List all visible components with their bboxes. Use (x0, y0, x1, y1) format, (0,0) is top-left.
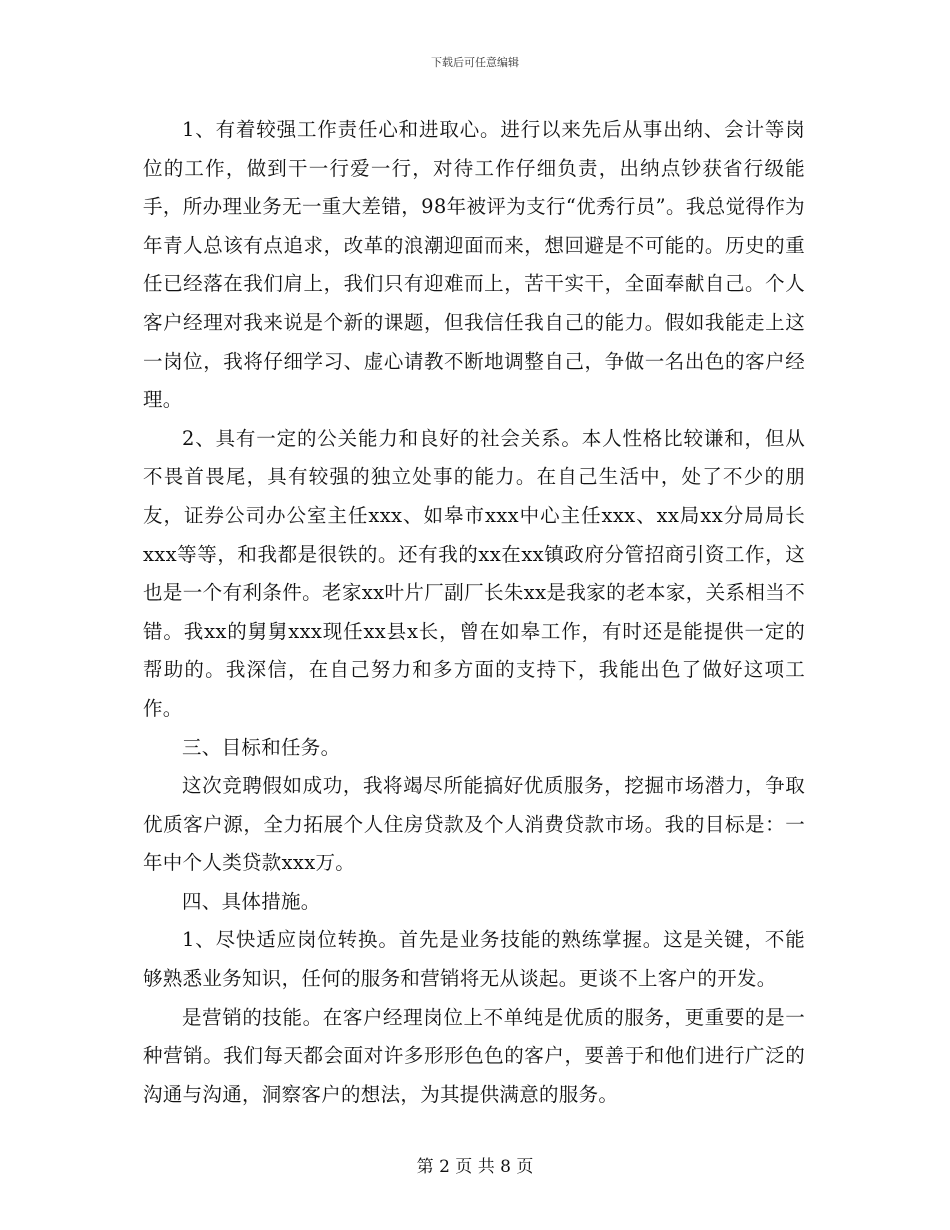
paragraph-responsibility: 1、有着较强工作责任心和进取心。进行以来先后从事出纳、会计等岗位的工作，做到干一行爱一行，对待工作仔细负责，出纳点钞获省行级能手，所办理业务无一重大差错，98年被评为支行“优秀行员”。我总觉得作为年青人总该有点追求，改革的浪潮迎面而来，想回避是不可能的。历史的重任已经落在我们肩上，我们只有迎难而上，苦干实干，全面奉献自己。个人客户经理对我来说是个新的课题，但我信任我自己的能力。假如我能走上这一岗位，我将仔细学习、虚心请教不断地调整自己，争做一名出色的客户经理。 (143, 118, 805, 412)
document-body (143, 111, 805, 1114)
paragraph-public-relations: 2、具有一定的公关能力和良好的社会关系。本人性格比较谦和，但从不畏首畏尾，具有较强的独立处事的能力。在自己生活中，处了不少的朋友，证券公司办公室主任xxx、如皋市xxx中心主任xxx、xx局xx分局局长xxx等等，和我都是很铁的。还有我的xx在xx镇政府分管招商引资工作，这也是一个有利条件。老家xx叶片厂副厂长朱xx是我家的老本家，关系相当不错。我xx的舅舅xxx现任xx县x长，曾在如皋工作，有时还是能提供一定的帮助的。我深信，在自己努力和多方面的支持下，我能出色了做好这项工作。 (143, 426, 805, 720)
paragraph-marketing-skills: 是营销的技能。在客户经理岗位上不单纯是优质的服务，更重要的是一种营销。我们每天都会面对许多形形色色的客户，要善于和他们进行广泛的沟通与沟通，洞察客户的想法，为其提供满意的服务。 (143, 1005, 805, 1106)
paragraph-goals: 这次竞聘假如成功，我将竭尽所能搞好优质服务，挖掘市场潜力，争取优质客户源，全力拓展个人住房贷款及个人消费贷款市场。我的目标是：一年中个人类贷款xxx万。 (143, 774, 805, 875)
paragraph-adapt-position: 1、尽快适应岗位转换。首先是业务技能的熟练掌握。这是关键，不能够熟悉业务知识，任何的服务和营销将无从谈起。更谈不上客户的开发。 (143, 928, 805, 991)
heading-specific-measures: 四、具体措施。 (182, 889, 321, 913)
page-header: 下载后可任意编辑 (431, 56, 519, 69)
heading-goals-and-tasks: 三、目标和任务。 (182, 735, 341, 759)
page-number-footer: 第 2 页 共 8 页 (416, 1157, 534, 1177)
